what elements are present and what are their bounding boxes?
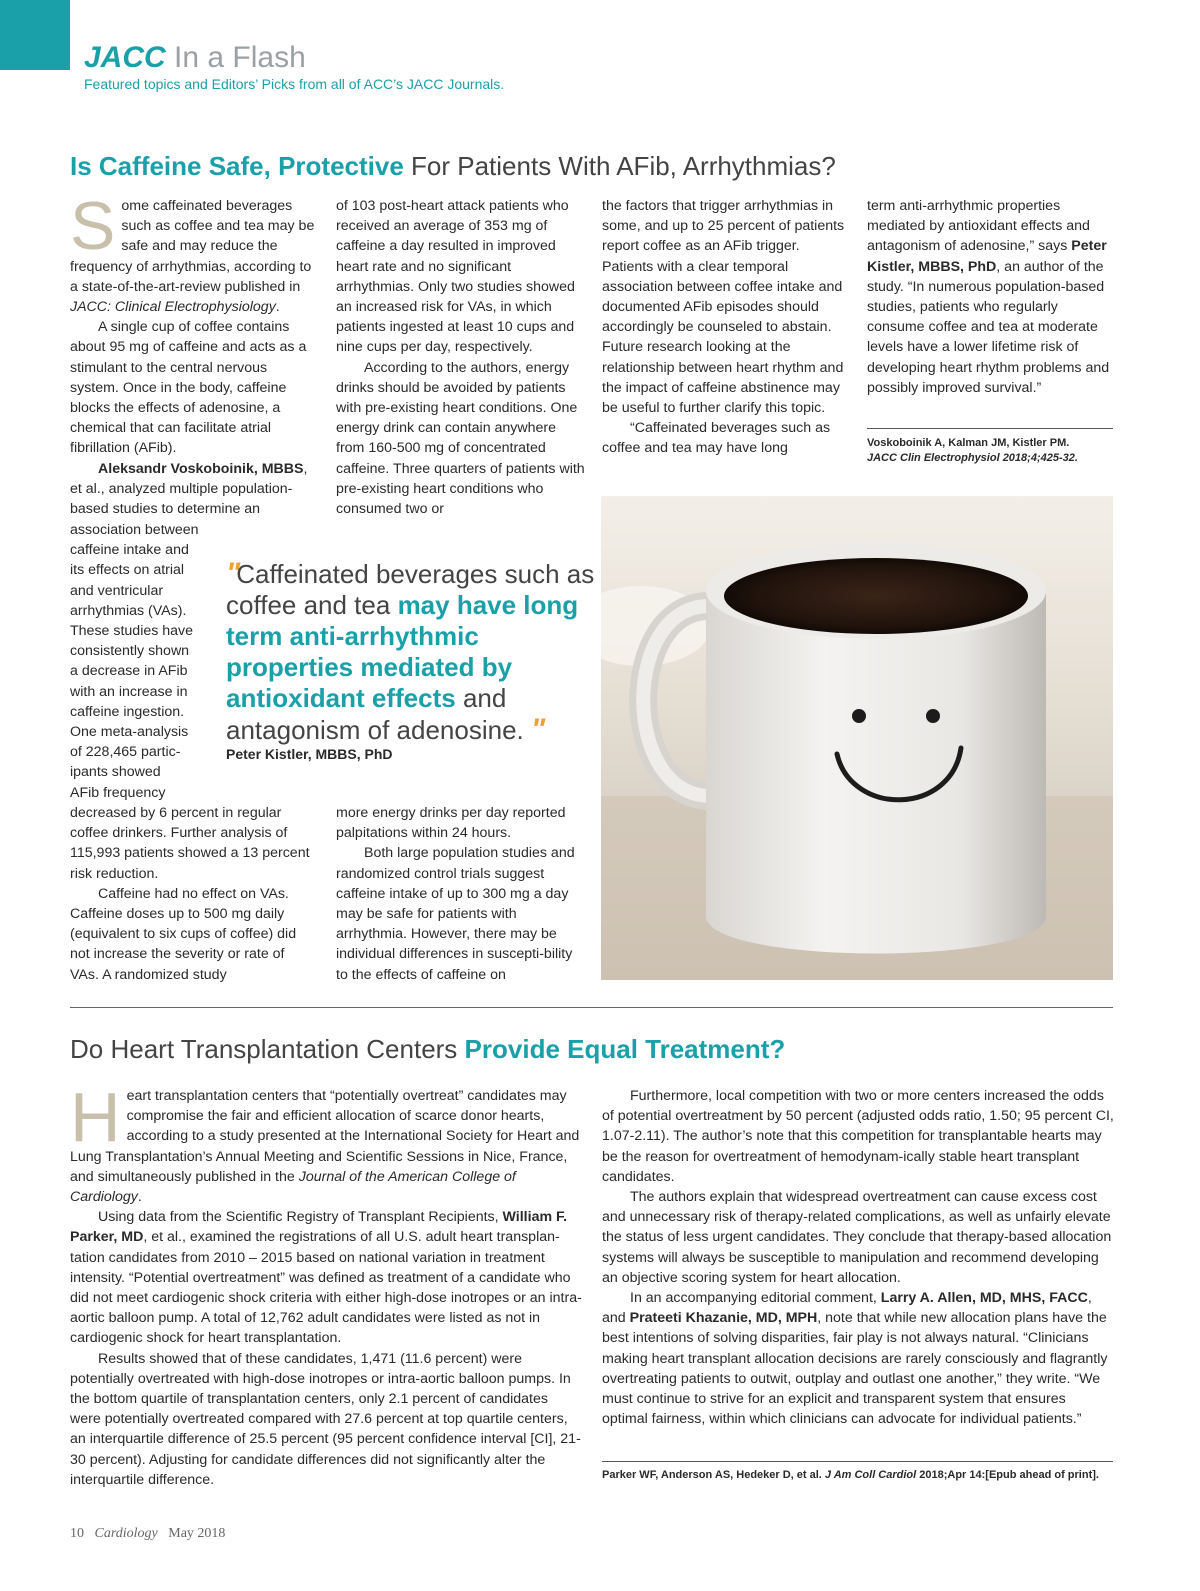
article1-c1-p2: A single cup of coffee contains about 95 mg of caffeine and acts as a stimulant to the central nervous system. Once in the body, caffeine blocks the effects of adenosine, a chemical that can facilitate atrial fibrillation (AFib). bbox=[70, 319, 307, 457]
article1-ref-line2: JACC Clin Electrophysiol 2018;4;425-32. bbox=[867, 452, 1078, 464]
narrow-line: and ventricular bbox=[70, 582, 164, 599]
article2-editor-name2: Prateeti Khazanie, MD, MPH bbox=[629, 1310, 818, 1327]
header-color-block bbox=[0, 0, 70, 70]
article1-c1-p3-end: decreased by 6 percent in regular coffee drinkers. Further analysis of 115,993 patients showed a 13 percent risk reduction. bbox=[70, 805, 310, 882]
article2-c1-p3: Results showed that of these candidates, 1,471 (11.6 percent) were potentially overtreated with high-dose inotropes or intra-aortic balloon pumps. In the bottom quartile of transplantation centers, only 2.1 percent of candidates were potentially overtreated compared with 27.6 percent at top quartile centers, an interquartile difference of 25.5 percent (95 percent confidence interval [CI], 21-30 percent). Adjusting for candidate differences did not significantly alter the interquartile difference. bbox=[70, 1350, 581, 1488]
quote-close-mark: " bbox=[531, 713, 542, 746]
article1-c2-p1: of 103 post-heart attack patients who received an average of 353 mg of caffeine a day resulted in improved heart rate and no significant arrhythmias. Only two studies showed an increased risk for VAs, in which patients ingested at least 10 cups and nine cups per day, respectively. bbox=[336, 198, 575, 356]
article2-editor-name1: Larry A. Allen, MD, MHS, FACC bbox=[880, 1290, 1088, 1307]
narrow-line: One meta-analysis bbox=[70, 724, 189, 741]
quote-text-a: Caffeinated beverages such as coffee and tea bbox=[226, 559, 595, 620]
article1-c4-p1a: term anti-arrhythmic properties mediated by antioxidant effects and antagonism of adenosine,” says bbox=[867, 198, 1090, 255]
article1-c1-p1: ome caffeinated beverages such as coffee and tea may be safe and may reduce the frequency of arrhythmias, according to a state-of-the-art-review published in bbox=[70, 198, 315, 295]
article1-c1-p1-end: . bbox=[275, 299, 280, 316]
article2-c2-p3b: , note that while new allocation plans have the best intentions of solving disparities, fair play is not always natural. “Clinicians making heart transplant allocation decisions are rarely consciously and flagrantly overtreating patients to outwit, outplay and outlast one another,” they write. “We must continue to strive for an explicit and transparent system that ensures optimal fairness, within which clinicians can advocate for individual patients.” bbox=[602, 1310, 1108, 1428]
article2-reference bbox=[602, 1468, 1122, 1483]
article1-c1-p3a: , et al., analyzed multiple population-based studies to determine an bbox=[70, 460, 308, 518]
article2-c2-p2: The authors explain that widespread overtreatment can cause excess cost and unnecessary risk of therapy-related complications, as well as unfairly elevate the status of less urgent candidates. They conclude that therapy-based allocation systems will always be susceptible to manipulation and recommend developing an objective scoring system for heart allocation. bbox=[602, 1189, 1112, 1286]
article1-ref-rule bbox=[867, 428, 1113, 429]
section-subtitle: Featured topics and Editors’ Picks from all of ACC’s JACC Journals. bbox=[84, 76, 505, 92]
narrow-line: association between bbox=[70, 522, 199, 538]
quote-text-highlight: may have long term anti-arrhythmic properties mediated by antioxidant effects bbox=[226, 590, 579, 713]
article1-c4-name: Peter Kistler, MBBS, PhD bbox=[867, 238, 1107, 275]
article2-ref-rule bbox=[602, 1461, 1113, 1462]
article1-headline bbox=[70, 149, 836, 183]
article1-col4 bbox=[867, 196, 1113, 398]
article1-col2-bottom bbox=[336, 803, 586, 985]
narrow-line: its effects on atrial bbox=[70, 562, 185, 579]
article2-ref-b: 2018;Apr 14:[Epub ahead of print]. bbox=[916, 1469, 1099, 1481]
narrow-line: with an increase in bbox=[70, 683, 188, 700]
narrow-line: caffeine intake and bbox=[70, 542, 189, 559]
article2-journal-name: Journal of the American College of Cardiology bbox=[70, 1168, 516, 1206]
article2-c2-p3-and: , and bbox=[602, 1290, 1092, 1327]
quote-text-c: and antagonism of adenosine. bbox=[226, 683, 524, 745]
article1-c3-p1: the factors that trigger arrhythmias in some, and up to 25 percent of patients report coffee as an AFib trigger. Patients with a clear temporal association between coffee intake and documented AFib episodes should accordingly be counseled to abstain. Future research looking at the relationship between heart rhythm and the impact of caffeine abstinence may be useful to further clarify this topic. bbox=[602, 198, 845, 417]
section-title-rest: In a Flash bbox=[165, 41, 306, 74]
narrow-line: consistently shown bbox=[70, 643, 190, 660]
article2-c1-p2b: , et al., examined the registrations of all U.S. adult heart transplan-tation candidates from 2010 – 2015 based on national variation in treatment intensity. “Potential overtreatment” was defined as treatment of a candidate who did not meet cardiogenic shock criteria with either high-dose inotropes or an intra-aortic balloon pump. A total of 12,762 adult candidates were listed as not in cardiogenic shock for heart transplantation. bbox=[70, 1229, 582, 1347]
coffee-mug-photo bbox=[601, 496, 1113, 980]
article1-col1-narrow bbox=[70, 520, 220, 803]
article1-c2-p2: According to the authors, energy drinks should be avoided by patients with pre-existing heart conditions. One energy drink can contain anywhere from 160-500 mg of concentrated caffeine. Three quarters of patients with pre-existing heart conditions who consumed two or bbox=[336, 359, 585, 518]
article1-c4-p1b: , an author of the study. “In numerous population-based studies, patients who regularly consume coffee and tea at moderate levels have a lower lifetime risk of developing heart rhythm problems and possibly improved survival.” bbox=[867, 258, 1110, 396]
section-title bbox=[84, 40, 306, 76]
page-footer bbox=[70, 1526, 225, 1542]
brand-jacc: JACC bbox=[84, 41, 166, 74]
article1-col2 bbox=[336, 196, 586, 519]
narrow-line: caffeine ingestion. bbox=[70, 703, 185, 720]
article2-c2-p1: Furthermore, local competition with two or more centers increased the odds of potential overtreatment by 50 percent (adjusted odds ratio, 1.50; 95 percent CI, 1.07-2.11). The author’s note that this competition for transplantable hearts may be the reason for overtreatment of hemodynam-ically stable heart transplant candidates. bbox=[602, 1088, 1114, 1185]
coffee-mug-image bbox=[601, 496, 1113, 980]
issue-date: May 2018 bbox=[168, 1526, 226, 1541]
article1-reference bbox=[867, 436, 1113, 466]
article1-author-name: Aleksandr Voskoboinik, MBBS bbox=[98, 460, 304, 477]
article2-headline-rest: Do Heart Transplantation Centers bbox=[70, 1034, 465, 1064]
article2-c1-p1: eart transplantation centers that “potentially overtreat” candidates may compromise the fair and efficient allocation of scarce donor hearts, according to a study presented at the International Society for Heart and Lung Transplantation’s Annual Meeting and Scientific Sessions in Nice, France, and simultaneously published in the bbox=[70, 1088, 580, 1185]
article2-ref-journal: J Am Coll Cardiol bbox=[824, 1469, 917, 1481]
article2-headline bbox=[70, 1032, 785, 1066]
magazine-name: Cardiology bbox=[94, 1526, 158, 1541]
article2-col1 bbox=[70, 1078, 582, 1490]
article1-col3 bbox=[602, 196, 852, 459]
article2-ref-a: Parker WF, Anderson AS, Hedeker D, et al. bbox=[602, 1469, 825, 1481]
article2-col2 bbox=[602, 1086, 1114, 1429]
article1-c3-p2: “Caffeinated beverages such as coffee and tea may have long bbox=[602, 420, 831, 457]
narrow-line: of 228,465 partic- bbox=[70, 744, 181, 761]
article2-dropcap: H bbox=[70, 1078, 121, 1156]
narrow-line: ipants showed bbox=[70, 764, 161, 781]
article2-author-name: William F. Parker, MD bbox=[70, 1209, 568, 1246]
article1-col1 bbox=[70, 188, 316, 519]
article1-ref-line1: Voskoboinik A, Kalman JM, Kistler PM. bbox=[867, 437, 1070, 449]
article1-headline-bold: Is Caffeine Safe, Protective bbox=[70, 151, 404, 181]
article1-headline-rest: For Patients With AFib, Arrhythmias? bbox=[403, 151, 836, 181]
narrow-line: arrhythmias (VAs). bbox=[70, 602, 187, 619]
article1-dropcap: S bbox=[70, 188, 116, 264]
article2-c1-p1-end: . bbox=[137, 1189, 142, 1206]
article1-journal-name: JACC: Clinical Electrophysiology bbox=[70, 299, 276, 316]
article1-c1-p4: Caffeine had no effect on VAs. Caffeine doses up to 500 mg daily (equivalent to six cups of coffee) did not increase the severity or rate of VAs. A randomized study bbox=[70, 885, 297, 983]
narrow-line: a decrease in AFib bbox=[70, 663, 188, 680]
article1-c2b-p2: Both large population studies and randomized control trials suggest caffeine intake of up to 300 mg a day may be safe for patients with arrhythmia. However, there may be individual differences in suscepti-bility to the effects of caffeine on bbox=[336, 845, 575, 983]
article2-c2-p3a: In an accompanying editorial comment, bbox=[630, 1290, 881, 1307]
quote-open-mark: " bbox=[226, 557, 237, 590]
page-number: 10 bbox=[70, 1526, 84, 1541]
article2-headline-bold: Provide Equal Treatment? bbox=[464, 1034, 786, 1064]
pull-quote bbox=[226, 558, 596, 746]
narrow-line: AFib frequency bbox=[70, 784, 166, 801]
article1-col1-bottom bbox=[70, 803, 316, 985]
section-divider bbox=[70, 1007, 1113, 1008]
narrow-line: These studies have bbox=[70, 623, 194, 640]
article1-c2b-p1: more energy drinks per day reported palpitations within 24 hours. bbox=[336, 805, 566, 842]
quote-attribution: Peter Kistler, MBBS, PhD bbox=[226, 746, 393, 762]
article2-c1-p2a: Using data from the Scientific Registry of Transplant Recipients, bbox=[98, 1209, 503, 1226]
